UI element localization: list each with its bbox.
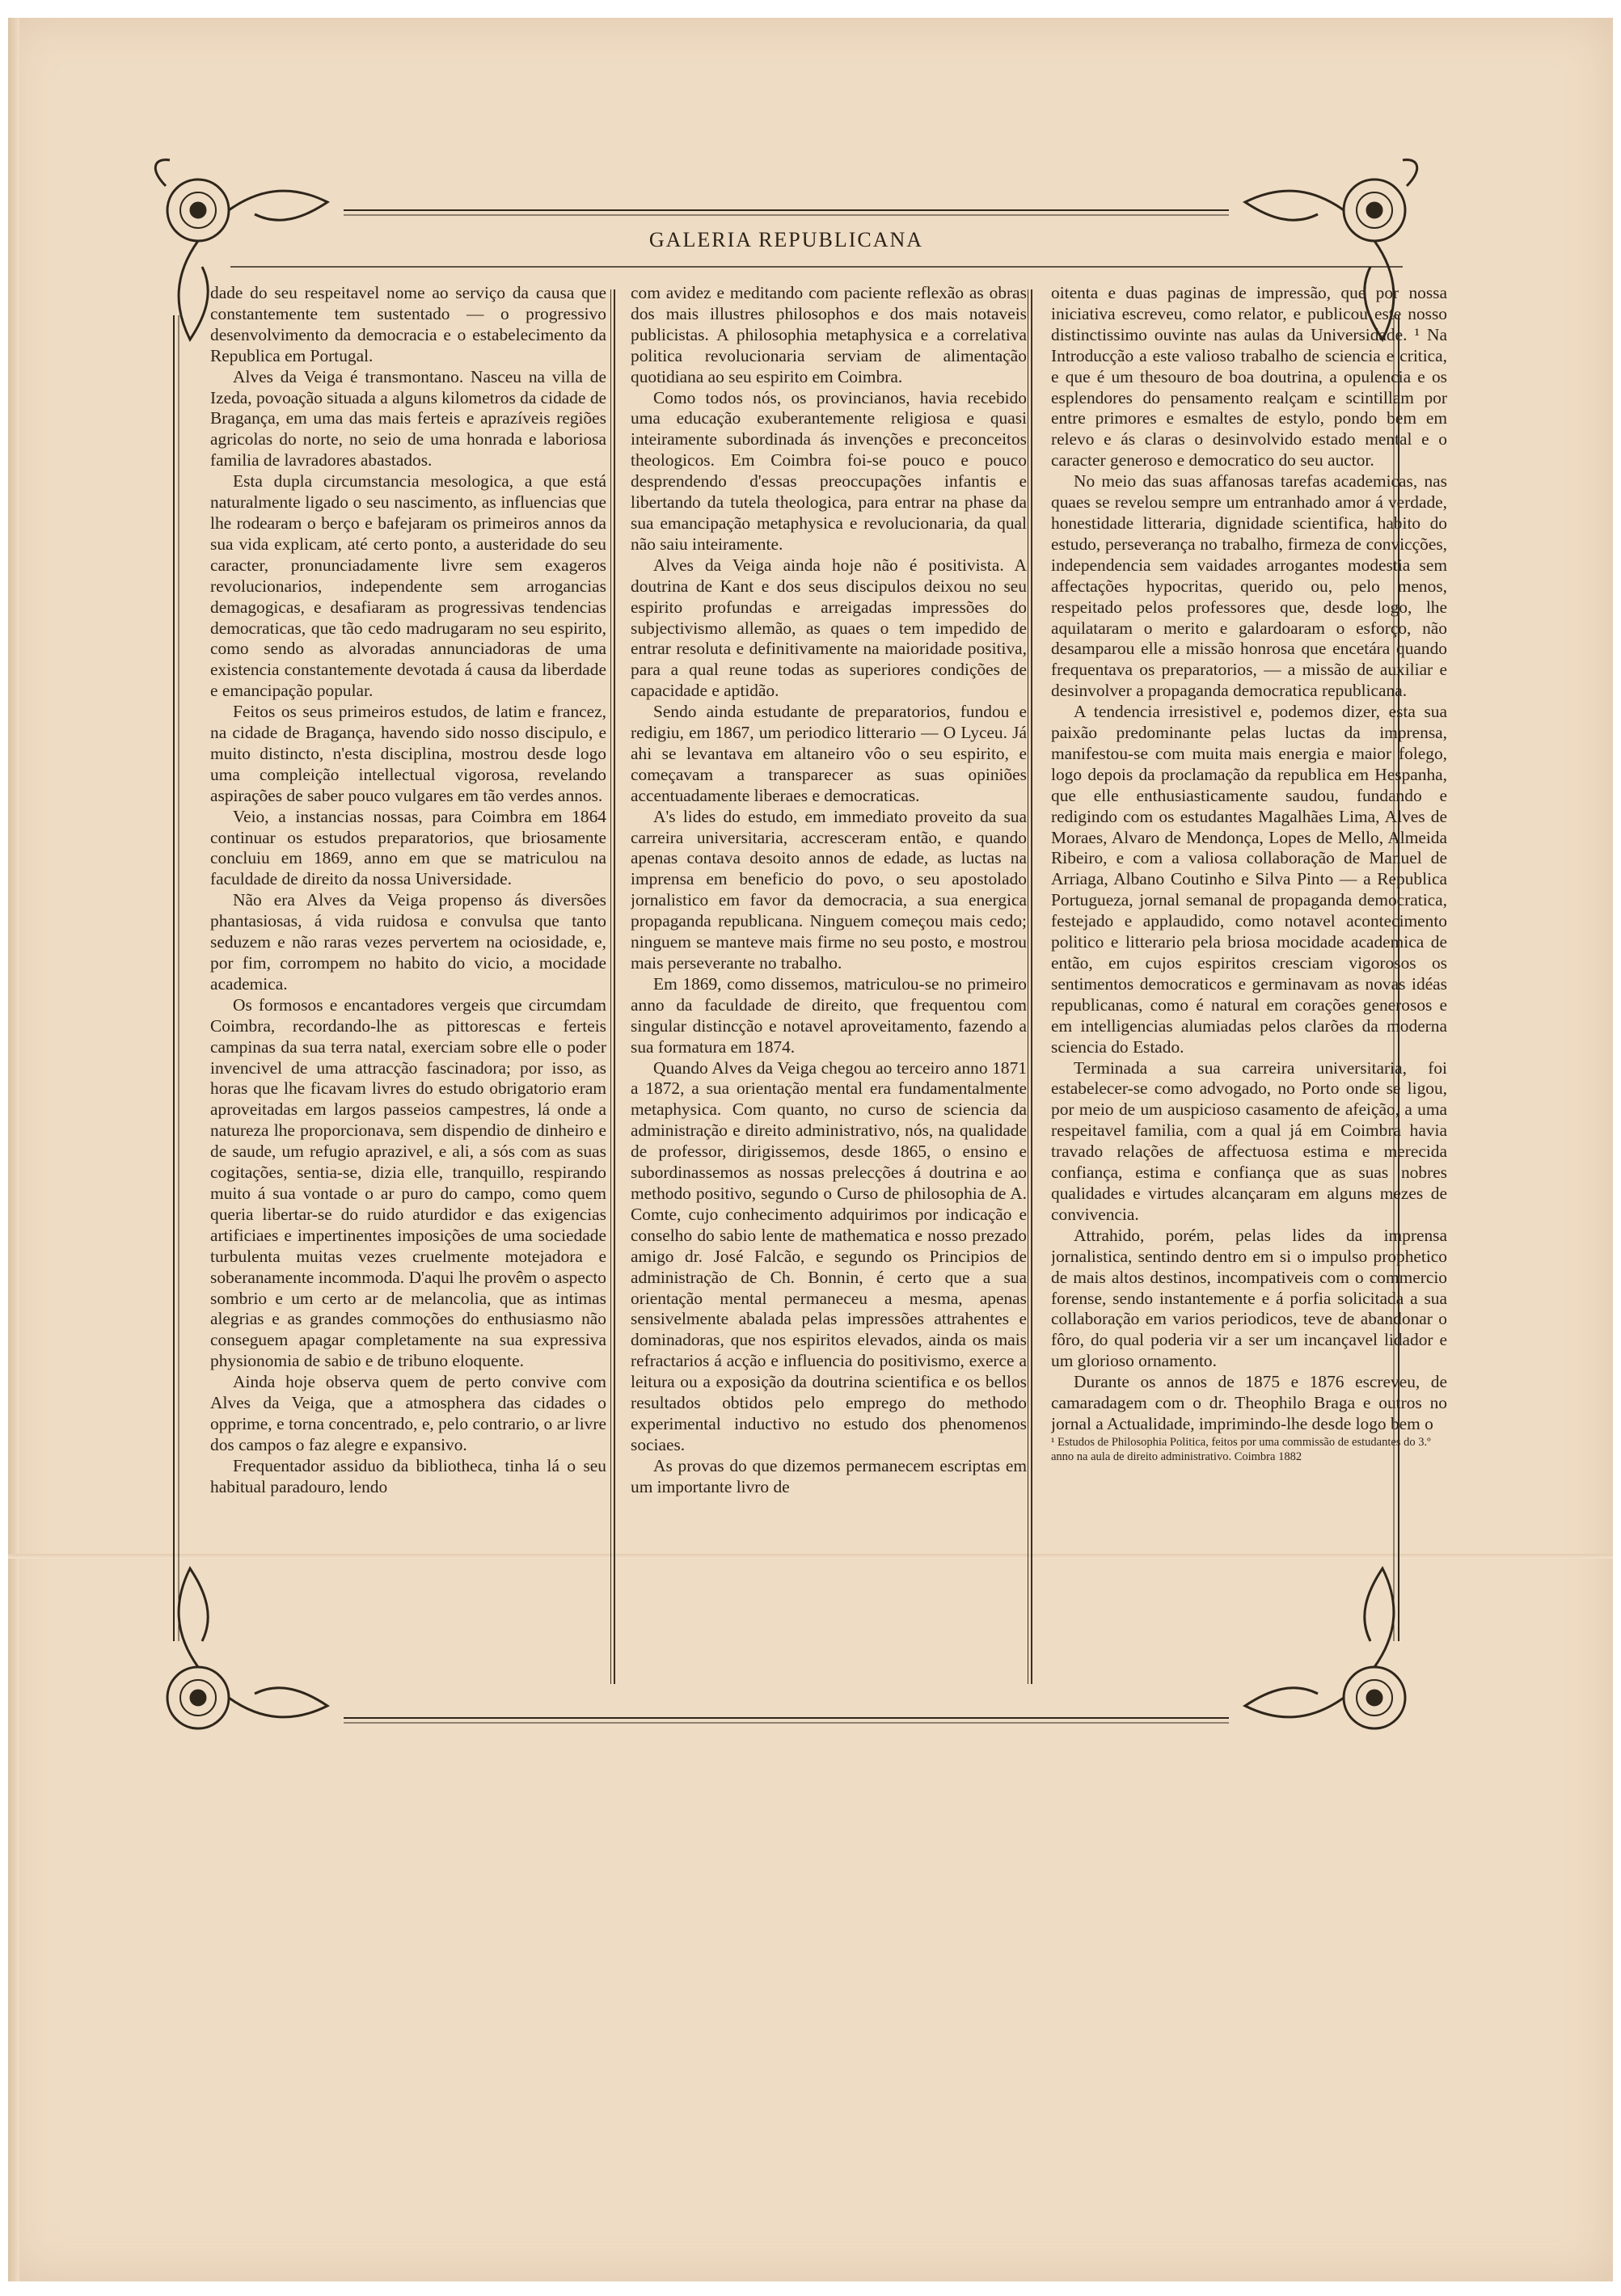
paragraph: Terminada a sua carreira universitaria, foi estabelecer-se como advogado, no Porto onde se ligou, por meio de um auspicioso casamento de afeição, a uma respeitavel familia, com a qual já em Coimbra havia travado relações de affectuosa estima e merecida confiança, estima e confiança que as suas nobres qualidades e virtudes alcançaram em alguns mezes de convivencia. <box>1051 1057 1447 1224</box>
text-column-3 <box>1051 283 1447 1678</box>
paragraph: Esta dupla circumstancia mesologica, a que está naturalmente ligado o seu nascimento, as influencias que lhe rodearam o berço e bafejaram os primeiros annos da sua vida explicam, até certo ponto, a austeridade do seu caracter, pronunciadamente livre sem exageros revolucionarios, independente sem arrogancias demagogicas, e desafiaram as progressivas tendencias democraticas, que tão cedo madrugaram no seu espirito, como sendo as alvoradas annunciadoras de uma existencia constantemente devotada á causa da liberdade e emancipação popular. <box>210 471 606 701</box>
footnote: ¹ Estudos de Philosophia Politica, feitos por uma commissão de estudantes do 3.º anno na aula de direito administrativo. Coimbra 1882 <box>1051 1435 1431 1463</box>
page-edge-shadow <box>8 18 19 2281</box>
paragraph: As provas do que dizemos permanecem escriptas em um importante livro de <box>631 1455 1027 1496</box>
paragraph: Como todos nós, os provincianos, havia recebido uma educação exuberantemente religiosa e quasi inteiramente subordinada ás invenções e preconceitos theologicos. Em Coimbra foi-se pouco e pouco desprendendo d'essas preoccupações infantis e libertando da tutela theologica, para entrar na phase da sua emancipação metaphysica e revolucionaria, da qual não saiu inteiramente. <box>631 387 1027 554</box>
paragraph: A's lides do estudo, em immediato proveito da sua carreira universitaria, accresceram então, e quando apenas contava desoito annos de edade, as luctas na imprensa em beneficio do povo, o seu apostolado jornalistico em favor da democracia, a sua energica propaganda republicana. Ninguem começou mais cedo; ninguem se manteve mais firme no seu posto, e mostrou mais perseverante no trabalho. <box>631 806 1027 973</box>
paragraph: Não era Alves da Veiga propenso ás diversões phantasiosas, á vida ruidosa e convulsa que tanto seduzem e não raras vezes pervertem na ociosidade, e, por fim, corrompem no habito do vicio, a mocidade academica. <box>210 890 606 994</box>
paragraph: No meio das suas affanosas tarefas academicas, nas quaes se revelou sempre um entranhado amor á verdade, honestidade litteraria, dignidade scientifica, habito do estudo, perseverança no trabalho, firmeza de convicções, independencia sem vaidades arrogantes modestia sem affectações hypocritas, querido ou, pelo menos, respeitado pelos professores que, desde logo, lhe aquilataram o merito e galardoaram o esforço, não desamparou elle a missão honrosa que encetára quando frequentava os preparatorios, — a missão de auxiliar e desinvolver a propaganda democratica republicana. <box>1051 471 1447 701</box>
paragraph: dade do seu respeitavel nome ao serviço da causa que constantemente tem sustentado — o progressivo desenvolvimento da democracia e o estabelecimento da Republica em Portugal. <box>210 283 606 365</box>
paragraph: Durante os annos de 1875 e 1876 escreveu, de camaradagem com o dr. Theophilo Braga e outros no jornal a Actualidade, imprimindo-lhe desde logo bem o <box>1051 1372 1447 1433</box>
text-column-1 <box>210 283 606 1678</box>
paragraph: Alves da Veiga é transmontano. Nasceu na villa de Izeda, povoação situada a alguns kilometros da cidade de Bragança, em uma das mais ferteis e aprazíveis regiões agricolas do norte, no seio de uma honrada e laboriosa familia de lavradores abastados. <box>210 366 606 471</box>
paragraph: Attrahido, porém, pelas lides da imprensa jornalistica, sentindo dentro em si o impulso prophetico de mais altos destinos, incompativeis com o commercio forense, sendo instantemente e á porfia solicitada a sua collaboração em varios periodicos, teve de abandonar o fôro, do qual poderia vir a ser um incançavel lidador e um glorioso ornamento. <box>1051 1225 1447 1371</box>
paragraph: Em 1869, como dissemos, matriculou-se no primeiro anno da faculdade de direito, que frequentou com singular distincção e notavel aproveitamento, fazendo a sua formatura em 1874. <box>631 973 1027 1057</box>
paragraph: Ainda hoje observa quem de perto convive com Alves da Veiga, que a atmosphera das cidades o opprime, e torna concentrado, e, pelo contrario, o ar livre dos campos o faz alegre e expansivo. <box>210 1372 606 1454</box>
paragraph: Feitos os seus primeiros estudos, de latim e francez, na cidade de Bragança, havendo sido nosso discipulo, e muito distincto, n'esta disciplina, mostrou desde logo uma compleição intellectual vigorosa, revelando aspirações de saber pouco vulgares em tão verdes annos. <box>210 702 606 805</box>
text-column-2 <box>631 283 1027 1678</box>
paragraph: A tendencia irresistivel e, podemos dizer, esta sua paixão predominante pelas luctas da imprensa, manifestou-se com muita mais energia e maior folego, logo depois da proclamação da republica em Hespanha, que elle enthusiasticamente saudou, fundando e redigindo com os estudantes Magalhães Lima, Alves de Moraes, Alvaro de Mendonça, Lopes de Mello, Almeida Ribeiro, e com a valiosa collaboração de Manuel de Arriaga, Albano Coutinho e Silva Pinto — a Republica Portugueza, jornal semanal de propaganda democratica, festejado e applaudido, como notavel acontecimento politico e litterario pela briosa mocidade academica de então, em cujos espiritos cresciam vigorosos os sentimentos democraticos e germinavam as novas idéas republicanas, como é natural em corações generosos e em intelligencias alumiadas pelos clarões da moderna sciencia do Estado. <box>1051 702 1447 1057</box>
newspaper-page <box>8 18 1613 2281</box>
paragraph: oitenta e duas paginas de impressão, que por nossa iniciativa escreveu, como relator, e publicou este nosso distinctissimo ouvinte nas aulas da Universidade. ¹ Na Introducção a este valioso trabalho de sciencia e critica, e que é um thesouro de boa doutrina, a opulencia e os esplendores do pensamento realçam e scintillam por entre primores e esmaltes de estylo, pondo bem em relevo e ás claras o desinvolvido estado mental e o caracter generoso e democratico do seu auctor. <box>1051 283 1447 471</box>
page-header-title: GALERIA REPUBLICANA <box>648 228 924 251</box>
paragraph: Alves da Veiga ainda hoje não é positivista. A doutrina de Kant e dos seus discipulos deixou no seu espirito profundas e arreigadas impressões do subjectivismo allemão, as quaes o tem impedido de entrar resoluta e definitivamente na maioridade positiva, para a qual reune todas as superiores condições de capacidade e aptidão. <box>631 555 1027 701</box>
paragraph: com avidez e meditando com paciente reflexão as obras dos mais illustres philosophos e dos mais notaveis publicistas. A philosophia metaphysica e a correlativa politica revolucionaria serviam de alimentação quotidiana ao seu espirito em Coimbra. <box>631 283 1027 386</box>
paragraph: Frequentador assiduo da bibliotheca, tinha lá o seu habitual paradouro, lendo <box>210 1455 606 1496</box>
paragraph: Os formosos e encantadores vergeis que circumdam Coimbra, recordando-lhe as pittorescas e ferteis campinas da sua terra natal, exerciam sobre elle o poder invencivel de uma attracção fascinadora; por isso, as horas que lhe ficavam livres do estudo obrigatorio eram aproveitadas em largos passeios campestres, lá onde a natureza lhe proporcionava, sem dispendio de dinheiro e de saude, um refugio aprazivel, e ali, a sós com as suas cogitações, sentia-se, dizia elle, tranquillo, respirando muito á sua vontade o ar puro do campo, como quem queria libertar-se do ruido aturdidor e das exigencias artificiaes e impertinentes imposições de uma sociedade turbulenta muitas vezes cruelmente motejadora e soberanamente incommoda. D'aqui lhe provêm o aspecto sombrio e um certo ar de melancolia, que as intimas alegrias e as grandes commoções do enthusiasmo não conseguem apagar completamente na sua expressiva physionomia de sabio e de tribuno eloquente. <box>210 994 606 1371</box>
paragraph: Veio, a instancias nossas, para Coimbra em 1864 continuar os estudos preparatorios, que briosamente concluiu em 1869, anno em que se matriculou na faculdade de direito da nossa Universidade. <box>210 806 606 889</box>
paragraph: Quando Alves da Veiga chegou ao terceiro anno 1871 a 1872, a sua orientação mental era fundamentalmente metaphysica. Com quanto, no curso de sciencia da administração e direito administrativo, nós, na qualidade de professor, dirigissemos, desde 1865, o ensino e subordinassemos as nossas prelecções á doutrina e ao methodo positivo, segundo o Curso de philosophia de A. Comte, cujo conhecimento adquirimos por indicação e conselho do sabio lente de mathematica e nosso prezado amigo dr. José Falcão, e segundo os Principios de administração de Ch. Bonnin, é certo que a sua orientação mental permaneceu a mesma, apenas sensivelmente abalada pelas impressões attrahentes e dominadoras, que nos espiritos elevados, ainda os mais refractarios á acção e influencia do positivismo, exerce a leitura ou a exposição da doutrina scientifica e os bellos resultados obtidos pelo emprego do methodo experimental inductivo no estudo dos phenomenos sociaes. <box>631 1057 1027 1454</box>
paragraph: Sendo ainda estudante de preparatorios, fundou e redigiu, em 1867, um periodico litterario — O Lyceu. Já ahi se levantava em altaneiro vôo o seu espirito, e começavam a transparecer as suas opiniões accentuadamente liberaes e democraticas. <box>631 702 1027 805</box>
article-columns <box>210 283 1447 1678</box>
ornamental-frame <box>141 154 1447 1754</box>
